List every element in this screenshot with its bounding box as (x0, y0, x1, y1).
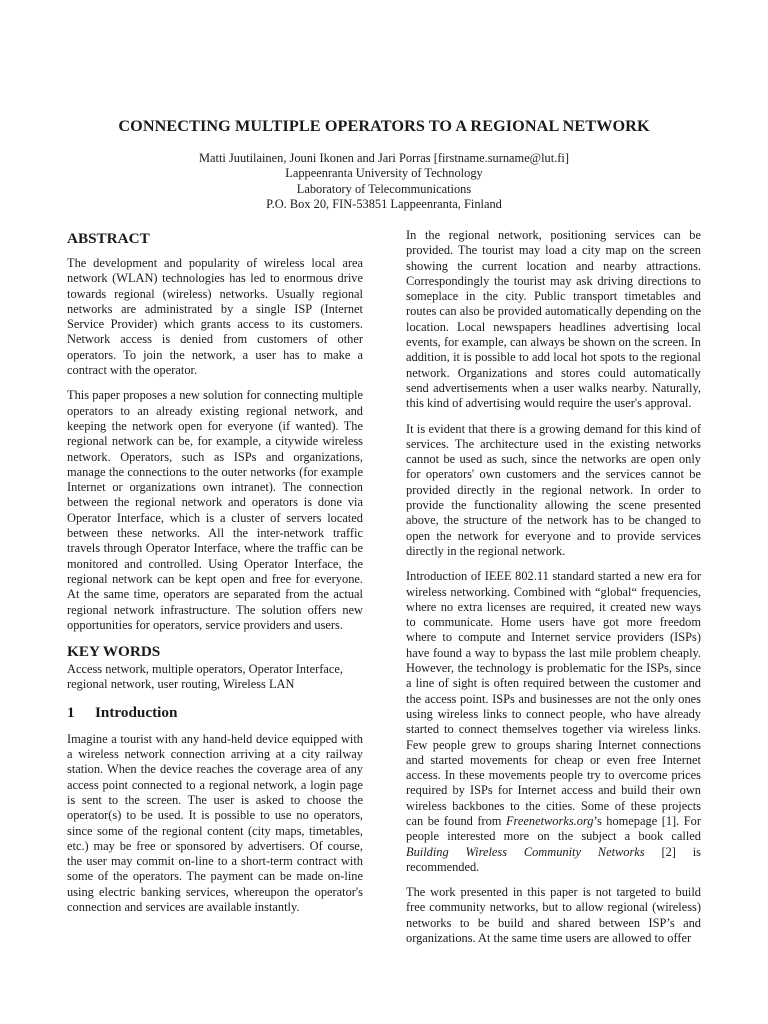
abstract-heading: ABSTRACT (67, 230, 150, 247)
address: P.O. Box 20, FIN-53851 Lappeenranta, Finland (266, 196, 502, 211)
body-paragraph-4: The work presented in this paper is not targeted to build free community networks, but to allow regional (wireless) networks to be build and shared between ISP’s and organizations. At the same time users are allowed to offer (406, 885, 701, 946)
authors: Matti Juutilainen, Jouni Ikonen and Jari Porras [firstname.surname@lut.fi] (199, 151, 569, 165)
body-paragraph-1: In the regional network, positioning services can be provided. The tourist may load a city map on the screen showing the current location and nearby attractions. Correspondingly the tourist may ask driving directions to someplace in the city. Public transport timetables and routes can also be provided automatically depending on the location. Local newspapers headlines advertising local events, for example, can always be shown on the screen. In addition, it is possible to add local hot spots to the regional network. Organizations and stores could automatically send advertisements when a user walks nearby. Naturally, this kind of advertising would require the user's approval. (406, 228, 701, 411)
section-number: 1 (67, 703, 75, 721)
section-title: Introduction (95, 703, 178, 721)
abstract-paragraph-1: The development and popularity of wireless local area network (WLAN) technologies has led to enormous drive towards regional (wireless) networks. Usually regional networks are administrated by a single ISP (Internet Service Provider) which grants access to its customers. Network access is denied from customers of other operators. To join the network, a user has to make a contract with the operator. (67, 256, 363, 378)
abstract-paragraph-2: This paper proposes a new solution for connecting multiple operators to an already existing regional network, and keeping the network open for everyone (if wanted). The regional network can be, for example, a citywide wireless network. Operators, such as ISPs and organizations, manage the connections to the outer networks (for example Internet or organizations own intranet). The connection between the regional network and operators is done via Operator Interface, which is a cluster of servers located between these networks. All the inter-network traffic travels through Operator Interface, where the traffic can be monitored and controlled. Using Operator Interface, the regional network can be kept open and free for everyone. At the same time, operators are separated from the actual regional network infrastructure. The solution offers new opportunities for operators, service providers and users. (67, 388, 363, 632)
introduction-heading (67, 704, 363, 722)
paragraph-text: [2] is recommended. (406, 844, 701, 874)
right-column (406, 228, 701, 956)
department: Laboratory of Telecommunications (296, 181, 472, 196)
keywords-text: Access network, multiple operators, Operator Interface, regional network, user routing, Wireless LAN (67, 662, 343, 692)
book-title: Building Wireless Community Networks (406, 844, 645, 859)
keywords-heading: KEY WORDS (67, 643, 161, 661)
author-block (0, 151, 768, 212)
paragraph-text: ’s homepage [1]. For people interested more on the subject a book called (406, 813, 701, 844)
introduction-paragraph-1: Imagine a tourist with any hand-held device equipped with a wireless network connection arriving at a city railway station. When the device reaches the coverage area of any access point connected to a regional network, a login page is sent to the screen. The user is asked to choose the operator(s) to be used. It is possible to use no operators, since some of the regional content (city maps, timetables, etc.) may be free or sponsored by advertisers. Of course, the user may commit on-line to a short-term contract with some of the operators. The payment can be made on-line using electric banking services, whereupon the operator's connection and services are available instantly. (67, 731, 363, 914)
affiliation: Lappeenranta University of Technology (285, 166, 483, 181)
freenetworks-org: Freenetworks.org (505, 813, 594, 828)
body-paragraph-3 (406, 569, 701, 875)
paper-title: CONNECTING MULTIPLE OPERATORS TO A REGIONAL NETWORK (118, 117, 650, 135)
left-column (67, 228, 363, 925)
body-paragraph-2: It is evident that there is a growing demand for this kind of services. The architecture used in the existing networks cannot be used as such, since the networks are open only for operators' own customers and the services cannot be provided directly in the regional network. In order to provide the functionality allowing the scene presented above, the structure of the network has to be changed to open the network for everyone and to provide services directly in the regional network. (406, 421, 701, 558)
paragraph-text: Introduction of IEEE 802.11 standard started a new era for wireless networking. Combined with “global“ frequencies, where no extra licenses are required, it created new ways to communicate. Home users have got more freedom where to compute and Internet service providers (ISPs) have found a way to bypass the last mile problem cheaply. However, the technology is problematic for the ISPs, since a line of sight is often required between the customer and the access point. ISPs and businesses are not the only ones using wireless links to connect people, who have already started to connect themselves together via wireless links. Few people grew to groups sharing Internet connections and started movements for cheap or even free Internet access. In these movements people try to overcome prices required by ISPs for Internet access and build their own wireless backbones to the cities. Some of these projects can be found from (406, 569, 701, 828)
